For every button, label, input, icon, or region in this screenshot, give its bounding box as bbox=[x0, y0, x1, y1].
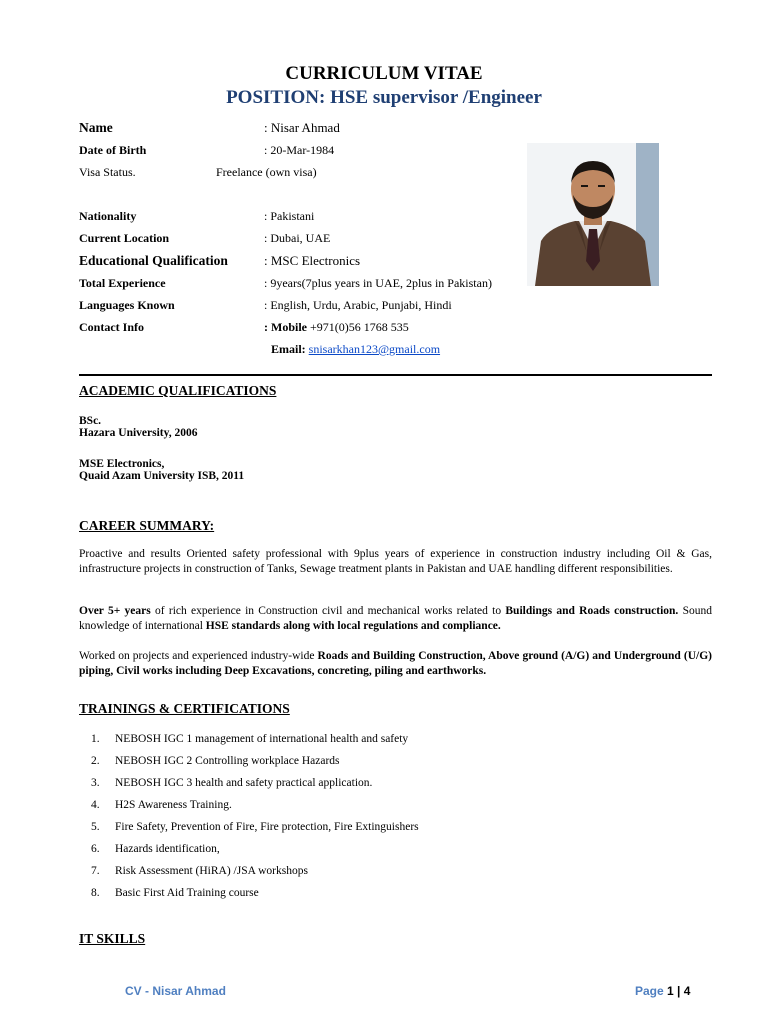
list-item: 6. Hazards identification, bbox=[91, 843, 220, 855]
education-value: : MSC Electronics bbox=[264, 253, 361, 268]
email-line bbox=[271, 342, 440, 357]
mobile-line bbox=[264, 320, 409, 335]
visa-label: Visa Status. bbox=[79, 165, 136, 179]
footer-page-number: Page 1 | 4 bbox=[635, 984, 691, 998]
languages-label: Languages Known bbox=[79, 298, 175, 312]
career-heading: CAREER SUMMARY: bbox=[79, 518, 215, 533]
career-paragraph-1: Proactive and results Oriented safety professional with 9plus years of experience in construction industry including Oil & Gas, infrastructure projects in construction of Tanks, Sewage treatment plants in Pakistan and UAE handling different responsibilities. bbox=[79, 548, 712, 575]
career-paragraph-3: Worked on projects and experienced industry-wide Roads and Building Construction, Above ground (A/G) and Underground (U/G) piping, Civil works including Deep Excavations, concreting, piling and earthworks. bbox=[79, 650, 712, 677]
list-item: 1. NEBOSH IGC 1 management of international health and safety bbox=[91, 733, 409, 745]
dob-label: Date of Birth bbox=[79, 143, 147, 157]
profile-photo bbox=[527, 143, 659, 286]
email-label: Email: bbox=[271, 342, 306, 356]
location-label: Current Location bbox=[79, 231, 170, 245]
experience-label: Total Experience bbox=[79, 276, 166, 290]
cv-title: CURRICULUM VITAE bbox=[285, 63, 483, 84]
education-label: Educational Qualification bbox=[79, 253, 228, 268]
academic-heading: ACADEMIC QUALIFICATIONS bbox=[79, 383, 277, 398]
academic-degree: MSE Electronics, bbox=[79, 458, 165, 470]
email-link[interactable]: snisarkhan123@gmail.com bbox=[308, 342, 441, 356]
visa-value: Freelance (own visa) bbox=[216, 165, 317, 179]
location-value: : Dubai, UAE bbox=[264, 231, 331, 245]
list-item: 4. H2S Awareness Training. bbox=[91, 799, 232, 811]
section-divider bbox=[79, 374, 712, 376]
mobile-value: +971(0)56 1768 535 bbox=[307, 320, 409, 334]
academic-institution: Quaid Azam University ISB, 2011 bbox=[79, 470, 245, 482]
it-skills-heading: IT SKILLS bbox=[79, 931, 146, 946]
academic-institution: Hazara University, 2006 bbox=[79, 427, 198, 439]
academic-item-2 bbox=[79, 458, 244, 482]
list-item: 3. NEBOSH IGC 3 health and safety practical application. bbox=[91, 777, 373, 789]
name-value: : Nisar Ahmad bbox=[264, 120, 340, 135]
name-label: Name bbox=[79, 120, 113, 135]
languages-value: : English, Urdu, Arabic, Punjabi, Hindi bbox=[264, 298, 452, 312]
experience-value: : 9years(7plus years in UAE, 2plus in Pakistan) bbox=[264, 276, 492, 290]
list-item: 2. NEBOSH IGC 2 Controlling workplace Hazards bbox=[91, 755, 340, 767]
mobile-prefix: : Mobile bbox=[264, 320, 307, 334]
career-paragraph-2: Over 5+ years of rich experience in Construction civil and mechanical works related to Buildings and Roads construction. Sound knowledge of international HSE standards along with local regulations and compliance. bbox=[79, 605, 712, 632]
academic-degree: BSc. bbox=[79, 415, 102, 427]
list-item: 8. Basic First Aid Training course bbox=[91, 887, 259, 899]
trainings-list bbox=[91, 733, 691, 909]
list-item: 7. Risk Assessment (HiRA) /JSA workshops bbox=[91, 865, 308, 877]
contact-label: Contact Info bbox=[79, 320, 144, 334]
academic-item-1 bbox=[79, 415, 198, 439]
trainings-heading: TRAININGS & CERTIFICATIONS bbox=[79, 701, 290, 716]
nationality-label: Nationality bbox=[79, 209, 137, 223]
footer-doc-name: CV - Nisar Ahmad bbox=[125, 984, 226, 998]
list-item: 5. Fire Safety, Prevention of Fire, Fire protection, Fire Extinguishers bbox=[91, 821, 419, 833]
dob-value: : 20-Mar-1984 bbox=[264, 143, 335, 157]
position-title: POSITION: HSE supervisor /Engineer bbox=[226, 87, 542, 108]
nationality-value: : Pakistani bbox=[264, 209, 315, 223]
